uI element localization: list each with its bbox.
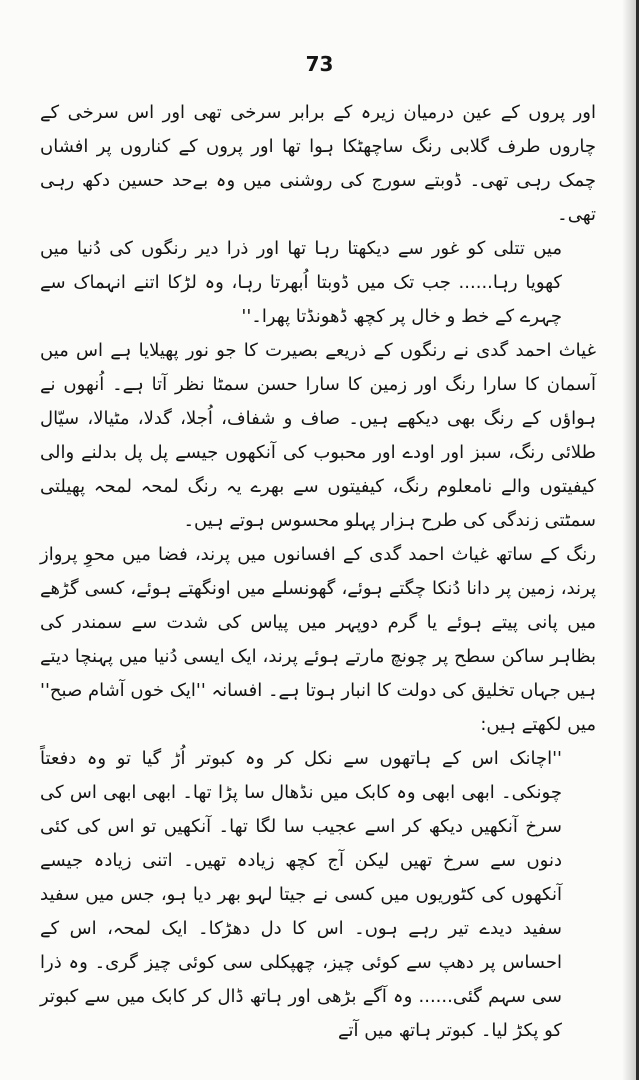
paragraph-colors-insight: غیاث احمد گدی نے رنگوں کے ذریعے بصیرت کا جو نور پھیلایا ہے اس میں آسمان کا سارا رنگ اور زمین کا سارا حسن سمٹا نظر آتا ہے۔ اُنھوں نے ہواؤں کے رنگ بھی دیکھے ہیں۔ صاف و شفاف، اُجلا، گدلا، مٹیالا، سیّال طلائی رنگ، سبز اور اودے اور محبوب کی آنکھوں جیسے پل پل بدلنے والی کیفیتوں والے نامعلوم رنگ، کیفیتوں سے بھرے یہ رنگ لمحہ لمحہ پھیلتی سمٹتی زندگی کی طرح ہزار پہلو محسوس ہوتے ہیں۔ bbox=[40, 340, 596, 531]
paragraph-birds: رنگ کے ساتھ غیاث احمد گدی کے افسانوں میں پرند، فضا میں محوِ پرواز پرند، زمین پر دانا دُنکا چگتے ہوئے، گھونسلے میں اونگھتے ہوئے، کسی گڑھے میں پانی پیتے ہوئے یا گرم دوپہر میں پیاس کی شدت سے سمندر کی بظاہر ساکن سطح پر چونچ مارتے ہوئے پرند، ایک ایسی دُنیا میں پہنچا دیتے ہیں جہاں تخلیق کی دولت کا انبار ہوتا ہے۔ افسانہ ''ایک خوں آشام صبح'' میں لکھتے ہیں: bbox=[40, 544, 596, 735]
paragraph-quotation: ''اچانک اس کے ہاتھوں سے نکل کر وہ کبوتر اُڑ گیا تو وہ دفعتاً چونکی۔ ابھی ابھی وہ کابک میں نڈھال سا پڑا تھا۔ ابھی ابھی اس کی سرخ آنکھیں دیکھ کر اسے عجیب سا لگا تھا۔ آنکھیں تو اس کی کئی دنوں سے سرخ تھیں لیکن آج کچھ زیادہ تھیں۔ اتنی زیادہ جیسے آنکھوں کی کٹوریوں میں کسی نے جیتا لہو بھر دیا ہو، جس میں سفید سفید دیدے تیر رہے ہوں۔ اس کا دل دھڑکا۔ ایک لمحہ، اس کے احساس پر دھپ سے کوئی چیز، چھپکلی سی کوئی چیز گری۔ وہ ذرا سی سہم گئی...... وہ آگے بڑھی اور ہاتھ ڈال کر کابک میں سے کبوتر کو پکڑ لیا۔ کبوتر ہاتھ میں آتے bbox=[40, 748, 562, 1041]
page-edge-shadow bbox=[622, 0, 636, 1080]
paragraph-watching-butterfly: میں تتلی کو غور سے دیکھتا رہا تھا اور ذرا دیر رنگوں کی دُنیا میں کھویا رہا...... جب تک میں ڈوبتا اُبھرتا رہا، وہ لڑکا اتنے انہماک سے چہرے کے خط و خال پر کچھ ڈھونڈتا پھرا۔'' bbox=[40, 238, 562, 327]
page-number: 73 bbox=[305, 52, 334, 76]
paragraph-butterfly-description: اور پروں کے عین درمیان زیرہ کے برابر سرخی تھی اور اس سرخی کے چاروں طرف گلابی رنگ ساچھٹکا ہوا تھا اور پروں کے کناروں پر افشاں چمک رہی تھی۔ ڈوبتے سورج کی روشنی میں وہ بےحد حسین دکھ رہی تھی۔ bbox=[40, 102, 596, 225]
page-body bbox=[40, 96, 596, 1048]
